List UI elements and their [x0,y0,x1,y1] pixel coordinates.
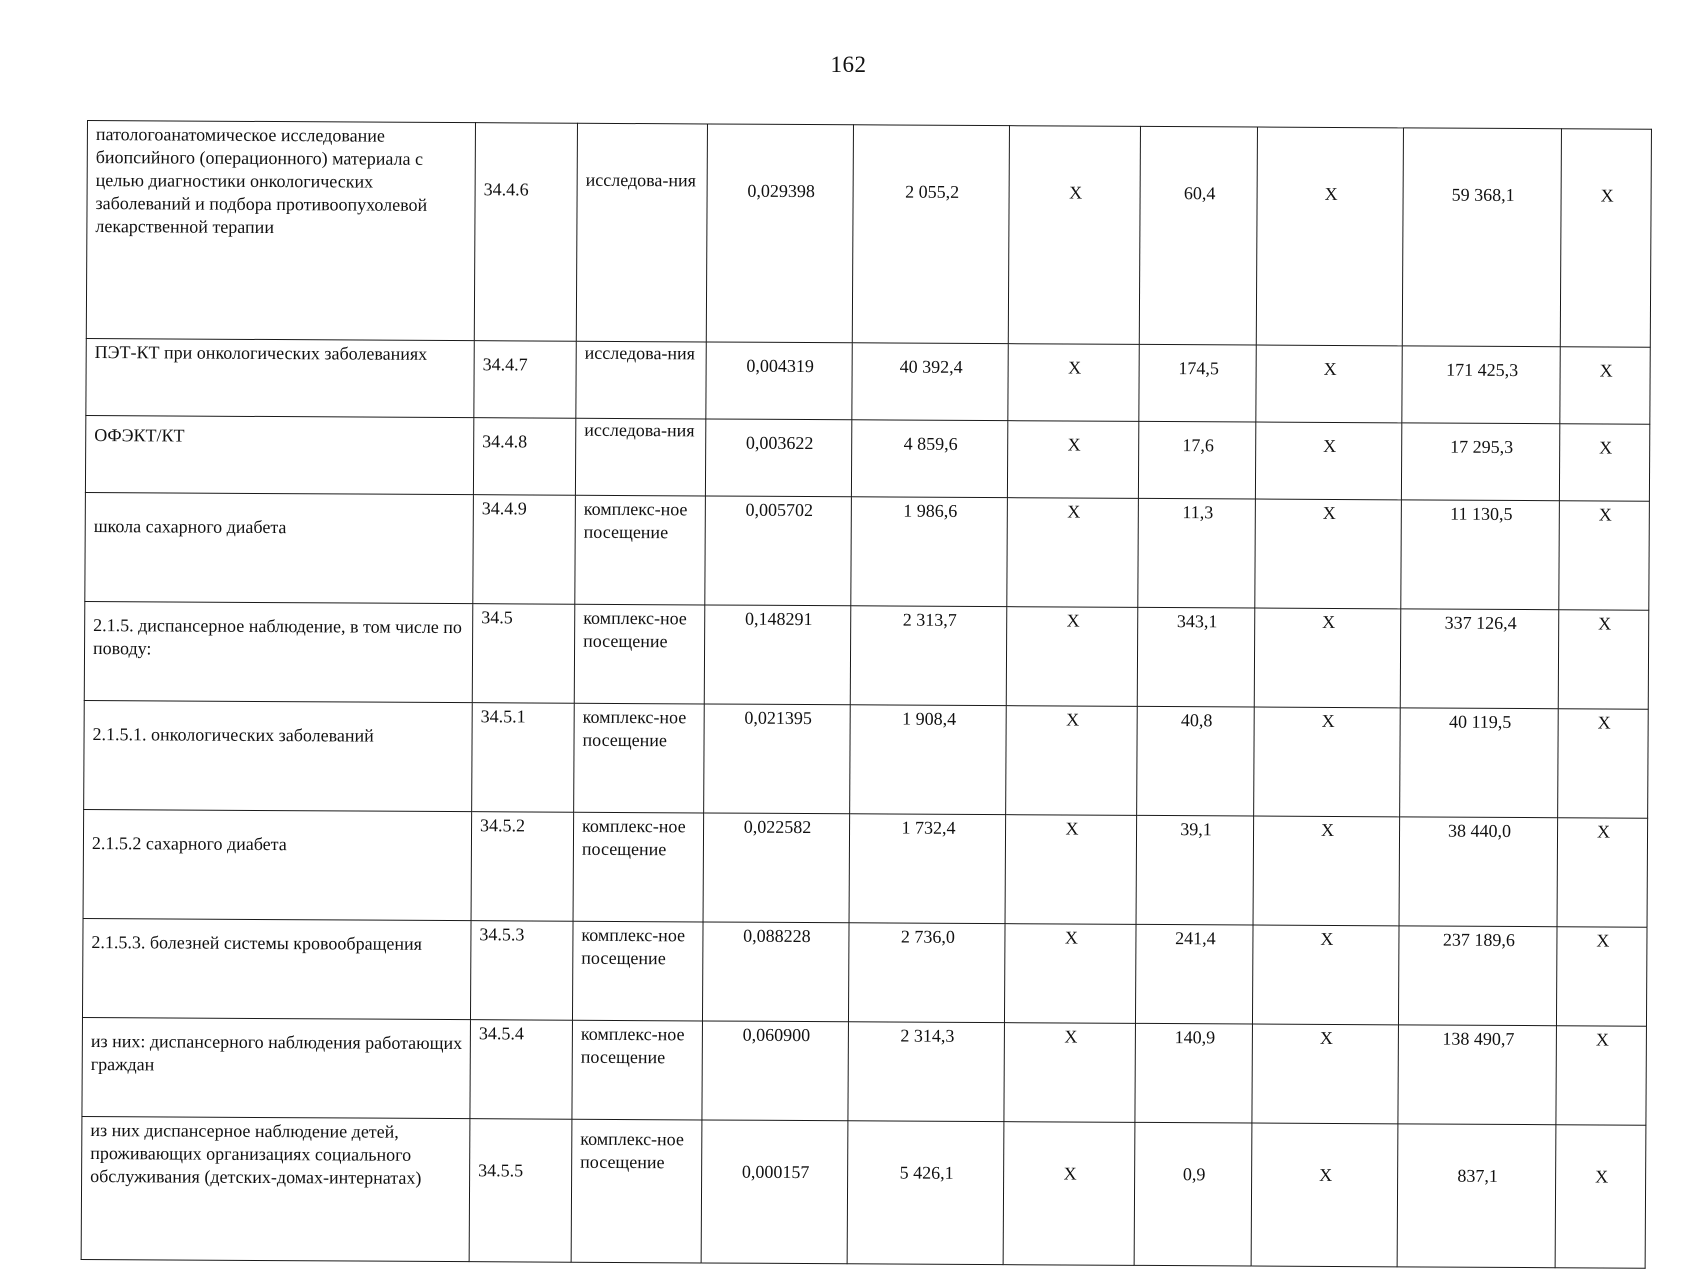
row-unit-cost: 4 859,6 [851,420,1007,498]
table-row [81,1116,1646,1268]
row-per-capita: 0,9 [1134,1122,1252,1266]
row-x-mark: X [1556,927,1647,1027]
table-row [84,700,1649,818]
row-name: патологоанатомическое исследование биопсийного (операционного) материала с целью диагностики онкологических заболеваний и подбора противоопухолевой лекарственной терапии [86,121,475,341]
row-x-mark: X [1254,608,1401,708]
row-code: 34.4.6 [474,123,577,342]
row-unit-cost: 40 392,4 [852,343,1008,421]
row-norm-volume: 0,029398 [706,124,853,343]
row-unit-cost: 2 313,7 [850,606,1007,706]
row-norm-volume: 0,000157 [701,1120,848,1264]
row-x-mark: X [1006,607,1138,707]
row-norm-volume: 0,060900 [702,1021,849,1121]
row-unit-cost: 2 736,0 [848,923,1005,1023]
row-name: 2.1.5.1. онкологических заболеваний [84,700,473,811]
row-code: 34.5 [472,604,575,704]
row-x-mark: X [1559,501,1650,611]
row-x-mark: X [1254,707,1401,817]
row-per-capita: 174,5 [1139,344,1256,422]
row-unit-cost: 2 314,3 [848,1022,1005,1122]
row-unit: исследова-ния [575,418,705,496]
row-code: 34.5.5 [469,1119,572,1263]
row-unit: комплекс-ное посещение [574,703,705,813]
row-total-cost: 40 119,5 [1400,708,1559,818]
row-per-capita: 40,8 [1137,706,1255,816]
row-x-mark: X [1558,610,1649,710]
page-number: 162 [830,52,867,77]
row-x-mark: X [1007,498,1139,608]
row-x-mark: X [1560,347,1650,425]
row-unit: комплекс-ное посещение [574,604,705,704]
row-code: 34.4.7 [474,341,576,419]
row-x-mark: X [1251,1123,1398,1267]
row-x-mark: X [1560,129,1651,347]
row-name: школа сахарного диабета [85,492,474,603]
row-norm-volume: 0,148291 [704,605,851,705]
row-x-mark: X [1555,1125,1646,1269]
row-name: ОФЭКТ/КТ [85,415,473,494]
row-code: 34.4.8 [473,418,575,496]
row-unit: исследова-ния [576,123,707,342]
row-x-mark: X [1006,706,1138,816]
row-unit: комплекс-ное посещение [571,1119,702,1263]
row-x-mark: X [1559,424,1649,502]
row-x-mark: X [1556,1026,1647,1126]
table-row [82,1017,1647,1125]
row-per-capita: 343,1 [1137,607,1255,707]
table-row [85,415,1649,501]
row-code: 34.5.2 [471,812,574,922]
row-name: из них: диспансерного наблюдения работающих граждан [82,1017,471,1118]
table-row [82,918,1647,1026]
row-norm-volume: 0,005702 [705,496,852,606]
table-row [84,601,1649,709]
row-per-capita: 241,4 [1135,924,1253,1024]
row-total-cost: 171 425,3 [1402,346,1560,424]
table-row [86,338,1650,424]
row-x-mark: X [1252,925,1399,1025]
row-x-mark: X [1004,924,1136,1024]
row-x-mark: X [1252,1024,1399,1124]
row-unit-cost: 5 426,1 [847,1121,1004,1265]
row-per-capita: 39,1 [1136,815,1254,925]
row-x-mark: X [1005,815,1137,925]
tariff-table [81,120,1652,1269]
row-x-mark: X [1253,816,1400,926]
row-x-mark: X [1255,499,1402,609]
row-per-capita: 11,3 [1138,498,1256,608]
row-x-mark: X [1007,421,1138,499]
row-total-cost: 38 440,0 [1399,817,1558,927]
row-unit: комплекс-ное посещение [575,495,706,605]
row-unit-cost: 1 908,4 [850,705,1007,815]
row-unit-cost: 1 732,4 [849,814,1006,924]
row-name: 2.1.5.3. болезней системы кровообращения [82,918,471,1019]
row-total-cost: 138 490,7 [1398,1025,1557,1125]
row-code: 34.5.1 [472,703,575,813]
row-name: из них диспансерное наблюдение детей, проживающих организациях социального обслуживания (детских-домах-интернатах) [81,1116,470,1261]
row-x-mark: X [1008,126,1140,345]
table-row [86,121,1651,348]
row-unit: комплекс-ное посещение [573,812,704,922]
row-x-mark: X [1004,1023,1136,1123]
row-code: 34.5.3 [470,921,573,1021]
row-norm-volume: 0,004319 [706,342,852,420]
row-per-capita: 60,4 [1139,126,1257,345]
row-x-mark: X [1256,345,1402,423]
row-unit-cost: 1 986,6 [851,497,1008,607]
row-unit: исследова-ния [576,341,706,419]
row-total-cost: 337 126,4 [1400,609,1559,709]
row-x-mark: X [1256,127,1403,346]
row-x-mark: X [1003,1122,1135,1266]
row-total-cost: 17 295,3 [1401,423,1559,501]
row-total-cost: 59 368,1 [1402,128,1561,347]
row-norm-volume: 0,088228 [702,922,849,1022]
row-x-mark: X [1255,422,1401,500]
row-norm-volume: 0,021395 [704,704,851,814]
row-name: 2.1.5.2 сахарного диабета [83,809,472,920]
row-total-cost: 237 189,6 [1398,926,1557,1026]
row-x-mark: X [1008,344,1139,422]
row-x-mark: X [1558,709,1649,819]
row-total-cost: 11 130,5 [1401,500,1560,610]
row-norm-volume: 0,022582 [703,813,850,923]
row-per-capita: 140,9 [1135,1023,1253,1123]
row-unit: комплекс-ное посещение [572,1020,703,1120]
row-x-mark: X [1557,818,1648,928]
row-name: ПЭТ-КТ при онкологических заболеваниях [86,338,474,417]
row-name: 2.1.5. диспансерное наблюдение, в том числе по поводу: [84,601,473,702]
table-row [85,492,1650,610]
row-code: 34.4.9 [473,495,576,605]
row-unit: комплекс-ное посещение [572,921,703,1021]
row-norm-volume: 0,003622 [705,419,851,497]
table-row [83,809,1648,927]
row-per-capita: 17,6 [1138,421,1255,499]
row-unit-cost: 2 055,2 [852,125,1009,344]
row-total-cost: 837,1 [1397,1124,1556,1268]
row-code: 34.5.4 [470,1020,573,1120]
